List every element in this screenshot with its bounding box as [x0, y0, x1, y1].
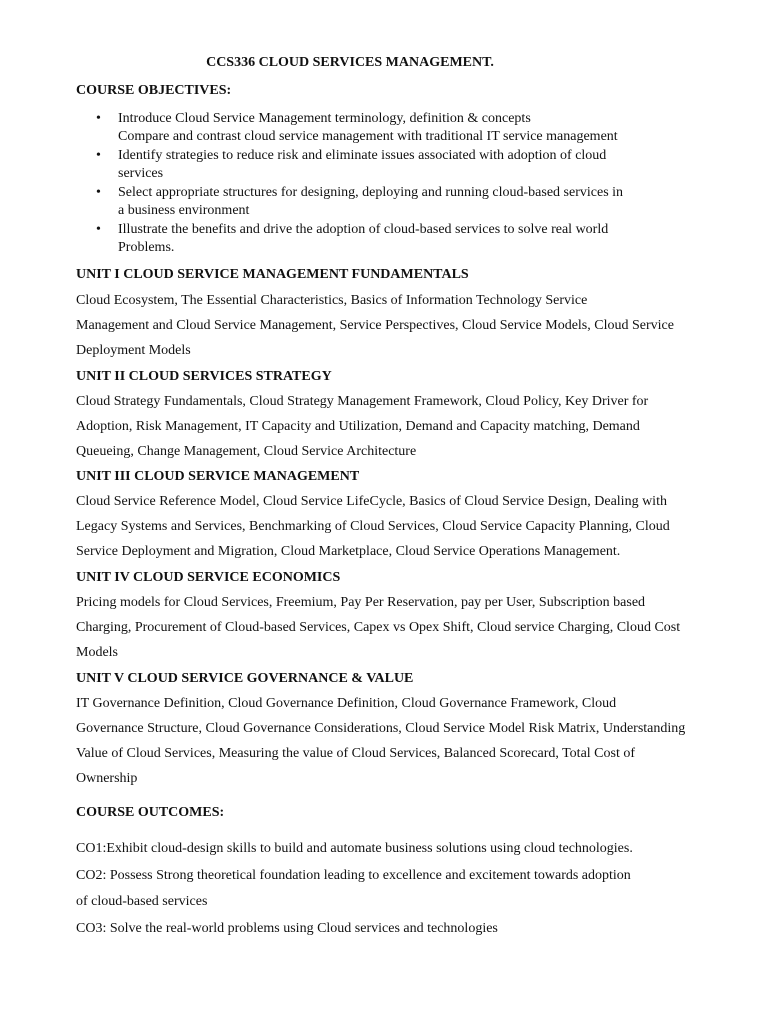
objective-line: Compare and contrast cloud service management with traditional IT service management: [118, 129, 618, 144]
course-objectives-list: [76, 110, 696, 258]
unit-1-topics: [76, 288, 706, 363]
unit-1-line: Deployment Models: [76, 343, 191, 358]
unit-2-line: Cloud Strategy Fundamentals, Cloud Strategy Management Framework, Cloud Policy, Key Driver for: [76, 394, 649, 409]
objective-item: [76, 147, 696, 183]
objective-line: services: [118, 166, 164, 181]
objective-line: Select appropriate structures for designing, deploying and running cloud-based services in: [118, 185, 624, 200]
objective-line: Problems.: [118, 240, 175, 255]
objective-item: [76, 110, 696, 146]
unit-3-line: Service Deployment and Migration, Cloud Marketplace, Cloud Service Operations Management.: [76, 544, 621, 559]
unit-4-heading: UNIT IV CLOUD SERVICE ECONOMICS: [76, 570, 341, 585]
objective-line: Identify strategies to reduce risk and eliminate issues associated with adoption of cloud: [118, 148, 607, 163]
unit-5-line: Ownership: [76, 771, 138, 786]
unit-4-line: Models: [76, 645, 118, 660]
unit-3-heading: UNIT III CLOUD SERVICE MANAGEMENT: [76, 469, 360, 484]
bullet-icon: •: [96, 111, 101, 126]
unit-5-heading: UNIT V CLOUD SERVICE GOVERNANCE & VALUE: [76, 671, 414, 686]
bullet-icon: •: [96, 222, 101, 237]
unit-5-line: IT Governance Definition, Cloud Governance Definition, Cloud Governance Framework, Cloud: [76, 696, 617, 711]
unit-3-line: Cloud Service Reference Model, Cloud Service LifeCycle, Basics of Cloud Service Design, Dealing with: [76, 494, 667, 509]
outcome-line: of cloud-based services: [76, 894, 208, 909]
unit-5-topics: [76, 691, 706, 791]
unit-2-line: Adoption, Risk Management, IT Capacity and Utilization, Demand and Capacity matching, Demand: [76, 419, 640, 434]
objective-item: [76, 221, 696, 257]
unit-4-topics: [76, 590, 706, 665]
unit-3-topics: [76, 489, 706, 564]
objective-line: Illustrate the benefits and drive the adoption of cloud-based services to solve real world: [118, 222, 609, 237]
unit-4-line: Pricing models for Cloud Services, Freemium, Pay Per Reservation, pay per User, Subscription based: [76, 595, 646, 610]
outcome-line: CO3: Solve the real-world problems using Cloud services and technologies: [76, 921, 498, 936]
unit-3-line: Legacy Systems and Services, Benchmarking of Cloud Services, Cloud Service Capacity Planning, Cloud: [76, 519, 670, 534]
objective-line: Introduce Cloud Service Management terminology, definition & concepts: [118, 111, 531, 126]
unit-2-line: Queueing, Change Management, Cloud Service Architecture: [76, 444, 417, 459]
outcome-line: CO2: Possess Strong theoretical foundation leading to excellence and excitement towards adoption: [76, 868, 631, 883]
unit-1-heading: UNIT I CLOUD SERVICE MANAGEMENT FUNDAMENTALS: [76, 267, 469, 282]
unit-4-line: Charging, Procurement of Cloud-based Services, Capex vs Opex Shift, Cloud service Charging, Cloud Cost: [76, 620, 681, 635]
objective-line: a business environment: [118, 203, 250, 218]
document-title: CCS336 CLOUD SERVICES MANAGEMENT.: [206, 55, 494, 70]
unit-5-line: Governance Structure, Cloud Governance Considerations, Cloud Service Model Risk Matrix, Understanding: [76, 721, 686, 736]
course-outcomes-heading: COURSE OUTCOMES:: [76, 805, 225, 820]
outcome-line: CO1:Exhibit cloud-design skills to build and automate business solutions using cloud technologies.: [76, 841, 633, 856]
course-objectives-heading: COURSE OBJECTIVES:: [76, 83, 232, 98]
bullet-icon: •: [96, 185, 101, 200]
unit-5-line: Value of Cloud Services, Measuring the value of Cloud Services, Balanced Scorecard, Total Cost of: [76, 746, 636, 761]
unit-1-line: Cloud Ecosystem, The Essential Characteristics, Basics of Information Technology Service: [76, 293, 588, 308]
unit-2-heading: UNIT II CLOUD SERVICES STRATEGY: [76, 369, 332, 384]
unit-1-line: Management and Cloud Service Management, Service Perspectives, Cloud Service Models, Cloud Service: [76, 318, 674, 333]
objective-item: [76, 184, 696, 220]
bullet-icon: •: [96, 148, 101, 163]
unit-2-topics: [76, 389, 706, 464]
